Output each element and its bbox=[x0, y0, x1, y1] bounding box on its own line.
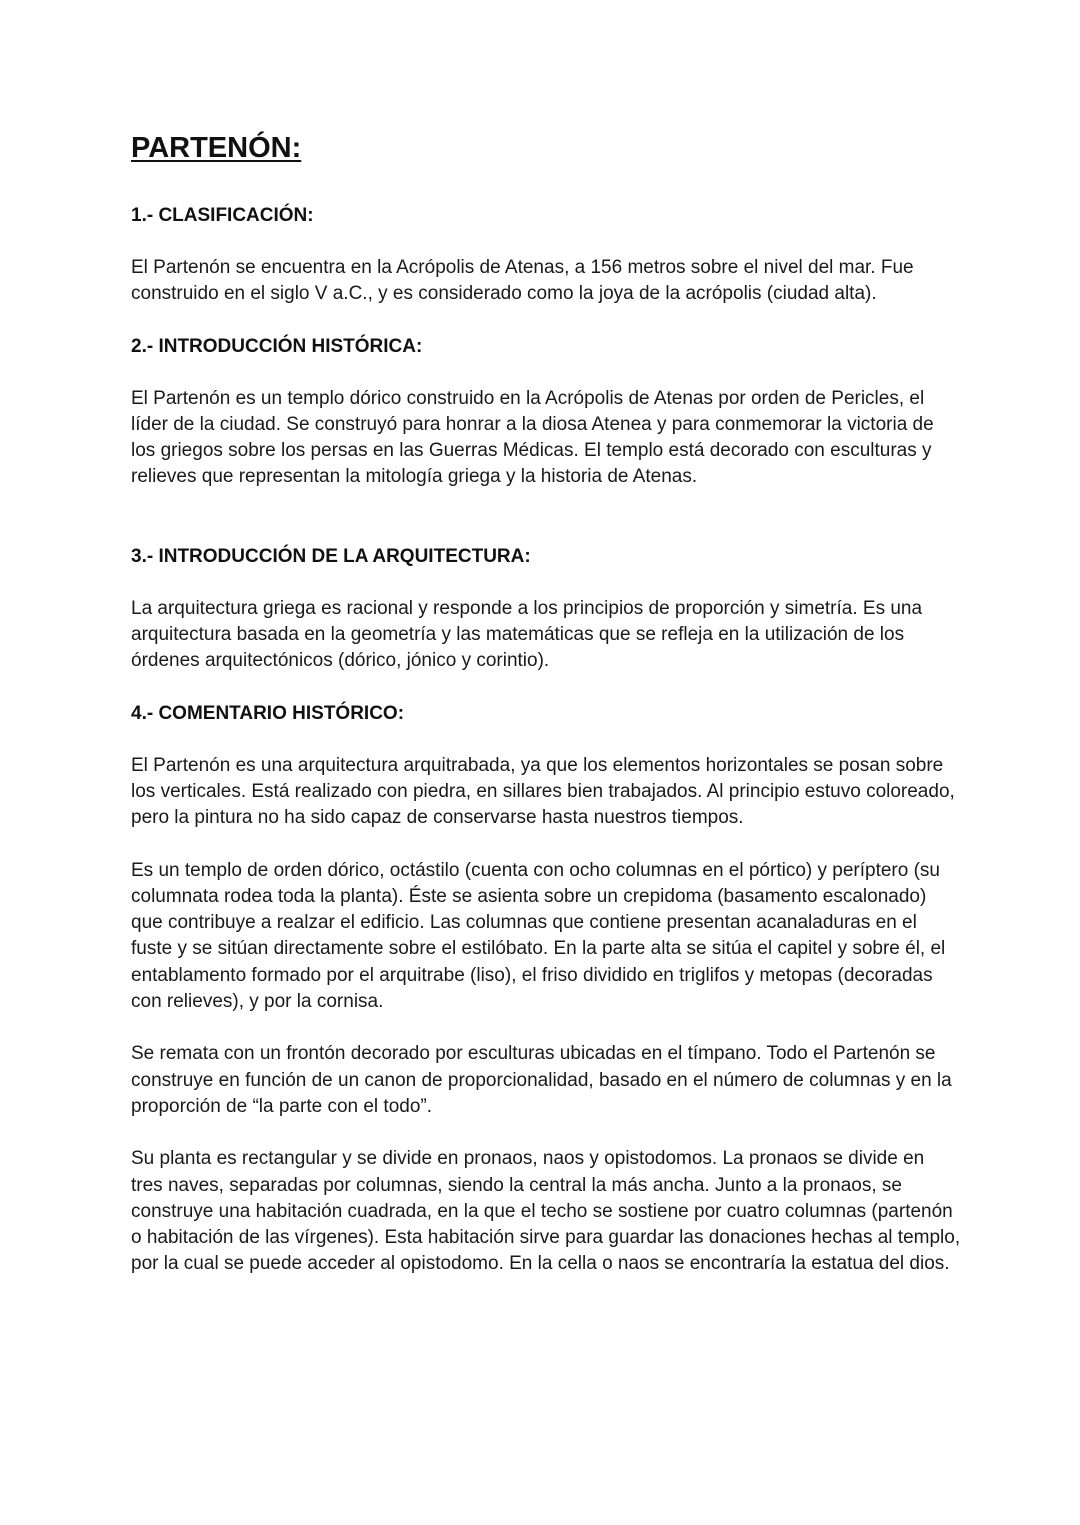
section-heading-introduccion-historica: 2.- INTRODUCCIÓN HISTÓRICA: bbox=[131, 335, 423, 357]
section-heading-clasificacion: 1.- CLASIFICACIÓN: bbox=[131, 205, 314, 226]
document-title: PARTENÓN: bbox=[131, 132, 302, 164]
paragraph: La arquitectura griega es racional y responde a los principios de proporción y simetría. Es una arquitectura basada en la geometría y las matemáticas que se refleja en la utilización de los órdenes arquitectónicos (dórico, jónico y corintio). bbox=[131, 597, 923, 672]
section-heading-comentario-historico: 4.- COMENTARIO HISTÓRICO: bbox=[131, 702, 405, 724]
paragraph: El Partenón es un templo dórico construido en la Acrópolis de Atenas por orden de Pericles, el líder de la ciudad. Se construyó para honrar a la diosa Atenea y para conmemorar la victoria de los griegos sobre los persas en las Guerras Médicas. El templo está decorado con esculturas y relieves que representan la mitología griega y la historia de Atenas. bbox=[131, 387, 934, 488]
paragraph: El Partenón se encuentra en la Acrópolis de Atenas, a 156 metros sobre el nivel del mar. Fue construido en el siglo V a.C., y es considerado como la joya de la acrópolis (ciudad alta). bbox=[131, 257, 914, 305]
paragraph: Es un templo de orden dórico, octástilo (cuenta con ocho columnas en el pórtico) y períptero (su columnata rodea toda la planta). Éste se asienta sobre un crepidoma (basamento escalonado) que contribuye a realzar el edificio. Las columnas que contiene presentan acanaladuras en el fuste y se sitúan directamente sobre el estilóbato. En la parte alta se sitúa el capitel y sobre él, el entablamento formado por el arquitrabe (liso), el friso dividido en triglifos y metopas (decoradas con relieves), y por la cornisa. bbox=[131, 859, 946, 1013]
paragraph: El Partenón es una arquitectura arquitrabada, ya que los elementos horizontales se posan sobre los verticales. Está realizado con piedra, en sillares bien trabajados. Al principio estuvo coloreado, pero la pintura no ha sido capaz de conservarse hasta nuestros tiempos. bbox=[131, 754, 955, 829]
document-page bbox=[131, 126, 961, 1278]
paragraph: Su planta es rectangular y se divide en pronaos, naos y opistodomos. La pronaos se divide en tres naves, separadas por columnas, siendo la central la más ancha. Junto a la pronaos, se construye una habitación cuadrada, en la que el techo se sostiene por cuatro columnas (partenón o habitación de las vírgenes). Esta habitación sirve para guardar las donaciones hechas al templo, por la cual se puede acceder al opistodomo. En la cella o naos se encontraría la estatua del dios. bbox=[131, 1148, 961, 1275]
paragraph: Se remata con un frontón decorado por esculturas ubicadas en el tímpano. Todo el Partenón se construye en función de un canon de proporcionalidad, basado en el número de columnas y en la proporción de “la parte con el todo”. bbox=[131, 1043, 952, 1117]
section-heading-introduccion-arquitectura: 3.- INTRODUCCIÓN DE LA ARQUITECTURA: bbox=[131, 545, 531, 567]
